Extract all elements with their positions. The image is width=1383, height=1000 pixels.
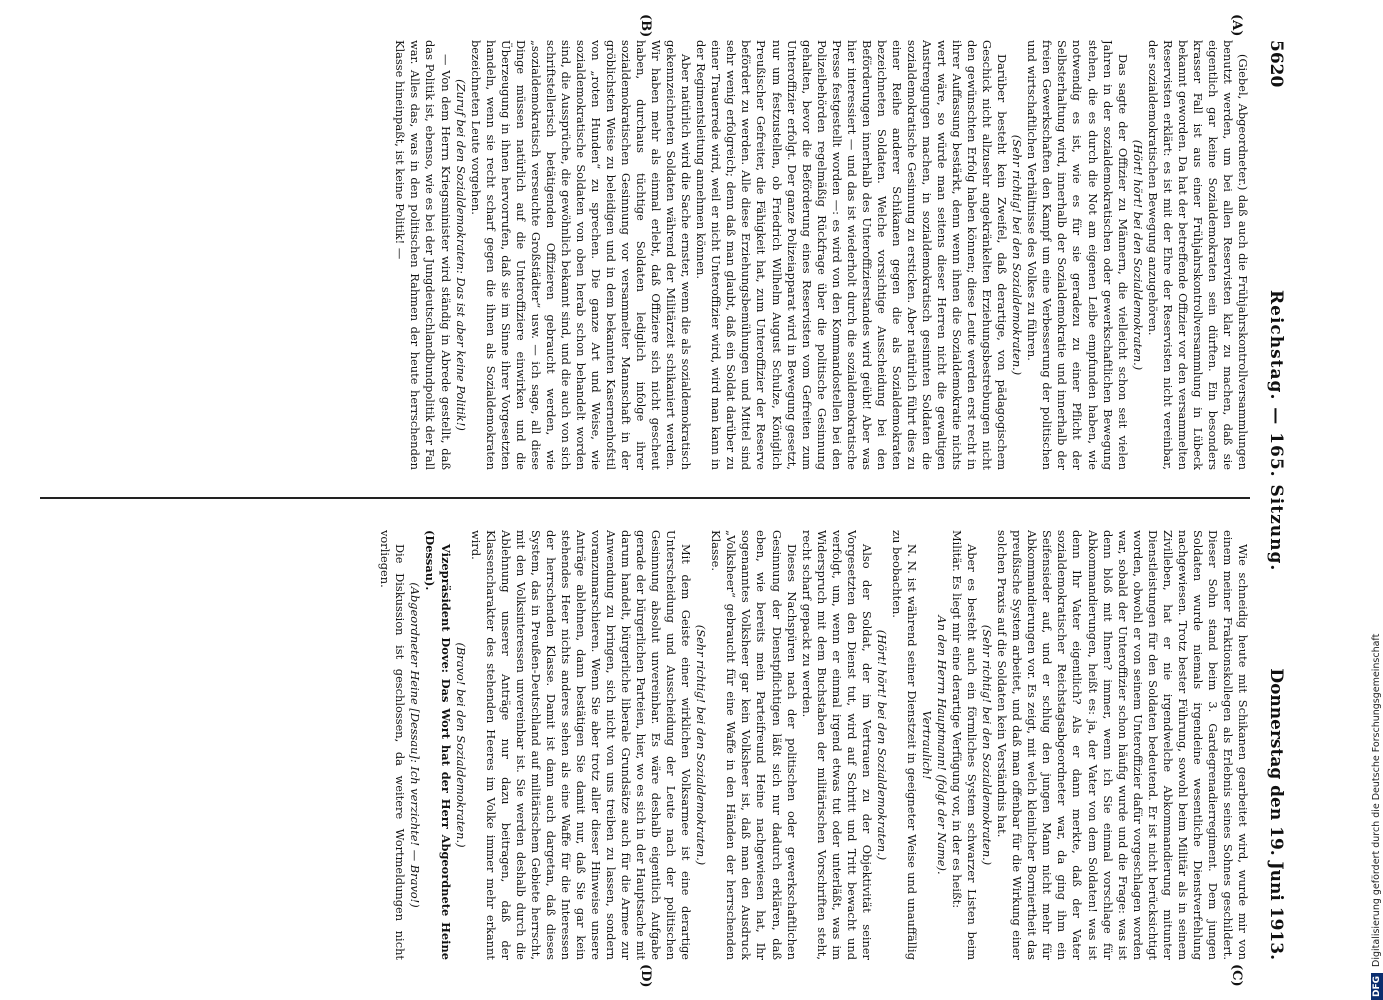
paragraph: Wie schneidig heute mit Schikanen gearbeitet wird, wurde mir von einem meiner Fraktionskollegen als Erlebnis seines Sohnes geschildert. Dieser Sohn stand beim 3. Gardegrenadierregiment. Dem jungen Soldaten wurde niemals irgendeine wesentliche Dienstverfehlung nachgewiesen. Trotz bester Führung, sowohl beim Militär als in seinem Zivilleben, hat er nie irgendwelche Abkommandierung mitunter Dienstleistungen für den Soldaten bedeutend. Er ist nicht berücksichtigt worden, obwohl er von seinem Unteroffizier dafür vorgeschlagen worden war, sobald der Unteroffizier schon häufig wurde und die Frage: was ist denn bloß mit Ihnen? immer, wenn ich Sie einmal vorschlage für Abkommandierungen, heißt es: ja, der Vater von dem Soldaten! was ist denn Ihr Vater eigentlich? Als er dann merkte, daß der Vater sozialdemokratischer Reichstagsabgeordneter war, da ging ihm ein Seifensieder auf, und er schlug den jungen Mann nicht mehr für Abkommandierungen vor. Es zeigt, mit welch kleinlicher Borniertheit das preußische System arbeitet, und daß man offenbar für die Wirkung einer solchen Praxis auf die Soldaten kein Verständnis hat.: [995, 530, 1250, 960]
paragraph: Das sagte der Offizier zu Männern, die vielleicht schon seit vielen Jahren in der sozialdemokratischen oder gewerkschaftlichen Bewegung stehen, die es durch die Not am eigenen Leibe empfunden haben, wie notwendig es ist, wie es für sie geradezu zu einer Pflicht der Selbsterhaltung wird, innerhalb der Sozialdemokratie und innerhalb der freien Gewerkschaften den Kampf um eine Verbesserung der politischen und wirtschaftlichen Verhältnisse des Volkes zu führen.: [1025, 40, 1130, 470]
paragraph: Darüber besteht kein Zweifel, daß derartige, von pädagogischem Geschick nicht allzusehr angekränkelten Erziehungsbestrebungen nicht den gewünschten Erfolg haben können; diese Leute werden erst recht in ihrer Auffassung bestärkt, denn wenn ihnen die Sozialdemokratie nichts wert wäre, so würde man seitens dieser Herren nicht die gewaltigen Anstrengungen machen, in sozialdemokratisch gesinnten Soldaten die sozialdemokratische Gesinnung zu ersticken. Aber natürlich führt dies zu einer Reihe anderer Schikanen gegen die als Sozialdemokraten bezeichneten Soldaten. Welche vorsichtige Ausscheidung bei den Beförderungen innerhalb des Unteroffizierstandes wird geübt! Aber was hier interessiert — und das ist wiederholt durch die sozialdemokratische Presse festgestellt worden —: es wird von den Kommandostellen bei den Polizeibehörden regelmäßig Rückfrage über die politische Gesinnung gehalten, bevor die Beförderung eines Reservisten vom Gefreiten zum Unteroffizier erfolgt. Der ganze Polizeiapparat wird in Bewegung gesetzt, nur um festzustellen, ob Friedrich Wilhelm August Schulze, Königlich Preußischer Gefreiter, die Fähigkeit hat, zum Unteroffizier der Reserve befördert zu werden. Alle diese Erziehungsbemühungen und Mittel sind sehr wenig erfolgreich; denn daß man glaubt, daß ein Soldat darüber zu einer Trauerrede wird, weil er nicht Unteroffizier wird, wird man kann in der Regimentsleitung annehmen können.: [694, 40, 1010, 470]
paragraph: — Von dem Herrn Kriegsminister wird ständig in Abrede gestellt, daß das Politik ist, ebenso, wie es bei der Jungdeutschlandbundpolitik der Fall war. Alles das, was in den politischen Rahmen der heute herrschenden Klasse hineinpaßt, ist keine Politik! —: [393, 40, 453, 470]
paragraph: Aber natürlich wird die Sache ernster, wenn die als sozialdemokratisch gekennzeichneten Soldaten während der Militärzeit schikaniert werden. Wir haben mehr als einmal erlebt, daß Offiziere sich nicht gescheut haben, durchaus tüchtige Soldaten lediglich infolge ihrer sozialdemokratischen Gesinnung vor versammelter Mannschaft in der gröblichsten Weise zu beleidigen und in dem bekannten Kasernenhofstil von „roten Hunden“ zu sprechen. Die ganze Art und Weise, wie sozialdemokratische Soldaten von oben herab schon behandelt worden sind, die Aussprüche, die gewöhnlich bekannt sind, und die auch von sich schriftstellerisch betätigenden Offizieren gebraucht werden, wie „sozialdemokratisch verseuchte Großstädter“ usw. — ich sage, all diese Dinge müssen natürlich auf die Unteroffiziere einwirken und die Überzeugung in ihnen hervorrufen, daß sie im Sinne ihrer Vorgesetzten handeln, wenn sie recht scharf gegen die ihnen als Sozialdemokraten bezeichneten Leute vorgehen.: [468, 40, 694, 470]
left-column: [40, 40, 1250, 470]
dfg-logo: DFG: [1371, 973, 1383, 1000]
interjection: (Hört! hört! bei den Sozialdemokraten.): [1130, 139, 1145, 371]
page-header: [1260, 40, 1286, 960]
paragraph: (Giebel, Abgeordneter.) daß auch die Frühjahrskontrollversammlungen benutzt werden, um bei allen Reservisten klar zu machen, daß sie eigentlich gar keine Sozialdemokraten sein dürften. Ein besonders krasser Fall ist aus einer Frühjahrskontrollversammlung in Lübeck bekannt geworden. Da hat der betreffende Offizier vor den versammelten Reservisten erklärt: es ist mit der Ehre der Reservisten nicht vereinbar, der sozialdemokratischen Bewegung anzugehören.: [1145, 40, 1250, 470]
funding-footer: [1370, 0, 1383, 1000]
paragraph: Die Diskussion ist geschlossen, da weitere Wortmeldungen nicht vorliegen.: [378, 530, 408, 960]
margin-marker-d: (D): [638, 964, 653, 988]
paragraph: Aber es besteht auch ein förmliches System schwarzer Listen beim Militär. Es liegt mir eine derartige Verfügung vor, in der es heißt:: [950, 530, 980, 960]
speaker-paragraph: Vizepräsident Dove: Das Wort hat der Herr Abgeordnete Heine (Dessau).: [423, 530, 453, 960]
interjection: (Bravo! bei den Sozialdemokraten.): [453, 642, 468, 848]
interjection: (Sehr richtig! bei den Sozialdemokraten.): [1010, 134, 1025, 376]
paragraph: Dieses Nachspüren nach der politischen oder gewerkschaftlichen Gesinnung der Dienstpflichtigen läßt sich nur dadurch erklären, daß eben, wie bereits mein Parteifreund Heine nachgewiesen hat, Ihr sogenanntes Volksheer gar kein Volksheer ist, daß man den Ausdruck „Volksheer“ gebraucht für eine Waffe in den Händen der herrschenden Klasse.: [709, 530, 799, 960]
interjection: (Sehr richtig! bei den Sozialdemokraten.): [980, 624, 995, 866]
interjection: (Hört! hört! bei den Sozialdemokraten.): [874, 629, 889, 861]
quoted-line: An den Herrn Hauptmann! (folgt der Name).: [935, 615, 950, 875]
interjection: (Abgeordneter Heine [Dessau]: Ich verzichte! — Bravo!): [408, 582, 423, 908]
funding-note: Digitalisierung gefördert durch die Deutsche Forschungsgemeinschaft: [1371, 633, 1382, 967]
quoted-paragraph: N. N. ist während seiner Dienstzeit in geeigneter Weise und unauffällig zu beobachten.: [889, 530, 919, 960]
column-divider: [40, 497, 1250, 499]
interjection: (Zuruf bei den Sozialdemokraten: Das ist aber keine Politik!): [453, 79, 468, 431]
right-column: [40, 530, 1250, 960]
page-number: 5620: [1266, 40, 1286, 88]
margin-marker-b: (B): [638, 14, 653, 38]
quoted-line: Vertraulich!: [920, 710, 935, 780]
session-date: Donnerstag den 19. Juni 1913.: [1266, 668, 1286, 960]
session-title: Reichstag. — 165. Sitzung.: [1266, 290, 1286, 572]
paragraph: Also der Soldat, der im Vertrauen zu der Objektivität seiner Vorgesetzten den Dienst tut, wird auf Schritt und Tritt bewacht und verfolgt, um, wenn er einmal irgend etwas tut oder unterläßt, was im Widerspruch mit dem Buchstaben der militärischen Vorschriften steht, recht scharf gepackt zu werden.: [799, 530, 874, 960]
interjection: (Sehr richtig! bei den Sozialdemokraten.): [694, 624, 709, 866]
margin-marker-c: (C): [1229, 964, 1244, 987]
paragraph: Mit dem Geiste einer wirklichen Volksarmee ist eine derartige Unterscheidung und Ausscheidung der Leute nach der politischen Gesinnung absolut unvereinbar. Es wäre deshalb eigentlich Aufgabe gerade der bürgerlichen Parteien, hier, wo es sich in der Hauptsache mit darum handelt, bürgerliche liberale Grundsätze auch für die Armee zur Anwendung zu bringen, sich nicht von uns treiben zu lassen, sondern voranzumarschieren. Wenn Sie aber trotz aller dieser Hinweise unsere Anträge ablehnen, dann bestätigen Sie damit nur, daß Sie gar kein stehendes Heer nichts anderes sehen als eine Waffe für die Interessen der herrschenden Klasse. Damit ist dann auch dargetan, daß dieses System, das in Preußen-Deutschland auf militärischem Gebiete herrscht, mit den Volksinteressen unvereinbar ist. Sie werden deshalb durch die Ablehnung unserer Anträge nur dazu beitragen, daß der Klassencharakter des stehenden Heeres im Volke immer mehr erkannt wird.: [468, 530, 694, 960]
margin-marker-a: (A): [1229, 14, 1244, 37]
